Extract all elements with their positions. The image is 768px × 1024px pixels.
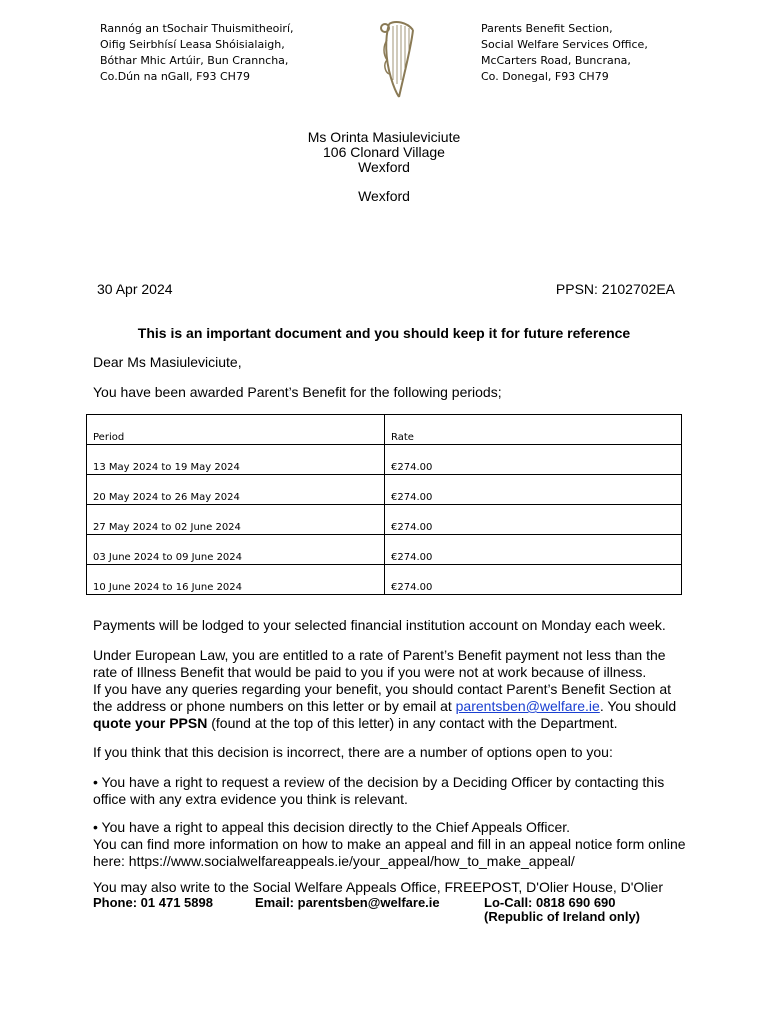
recipient-name: Ms Orinta Masiuleviciute	[307, 129, 461, 145]
write-text: You may also write to the Social Welfare Appeals Office, FREEPOST, D'Olier House, D'Olier	[93, 879, 663, 895]
payments-text: Payments will be lodged to your selected financial institution account on Monday each week.	[93, 617, 666, 633]
periods-table	[86, 414, 682, 595]
period-cell: 27 May 2024 to 02 June 2024	[87, 505, 385, 535]
irish-address-line: Rannóg an tSochair Thuismitheoirí,	[100, 22, 294, 35]
period-cell: 20 May 2024 to 26 May 2024	[87, 475, 385, 505]
incorrect-text: If you think that this decision is incorrect, there are a number of options open to you:	[93, 744, 613, 760]
english-address-line: McCarters Road, Buncrana,	[481, 54, 631, 67]
table-row	[87, 565, 682, 595]
queries-post: (found at the top of this letter) in any contact with the Department.	[207, 715, 618, 731]
irish-address-line: Bóthar Mhic Artúir, Bun Cranncha,	[100, 54, 289, 67]
period-cell: 13 May 2024 to 19 May 2024	[87, 445, 385, 475]
english-address-line: Social Welfare Services Office,	[481, 38, 648, 51]
appeal-bullet	[93, 819, 693, 870]
english-address-line: Co. Donegal, F93 CH79	[481, 70, 609, 83]
table-row	[87, 505, 682, 535]
period-cell: 03 June 2024 to 09 June 2024	[87, 535, 385, 565]
table-row	[87, 535, 682, 565]
queries-pre: If you have any queries regarding your benefit, you should contact Parent’s Benefit Section at the address or phone numbers on this letter or by email at	[93, 681, 671, 714]
queries-mid: . You should	[599, 698, 677, 714]
footer-locall-note: (Republic of Ireland only)	[484, 909, 641, 924]
footer-phone: Phone: 01 471 5898	[93, 895, 213, 910]
recipient-line: 106 Clonard Village	[323, 144, 445, 160]
recipient-line: Wexford	[358, 188, 410, 204]
awarded-text: You have been awarded Parent’s Benefit for the following periods;	[93, 384, 502, 400]
rate-cell: €274.00	[385, 565, 682, 595]
irish-address	[100, 21, 294, 85]
rate-cell: €274.00	[385, 505, 682, 535]
quote-ppsn: quote your PPSN	[93, 715, 208, 731]
letter-date: 30 Apr 2024	[97, 281, 173, 297]
email-link[interactable]: parentsben@welfare.ie	[455, 698, 600, 714]
rate-cell: €274.00	[385, 475, 682, 505]
rate-cell: €274.00	[385, 445, 682, 475]
english-address	[481, 21, 648, 85]
table-header-row	[87, 415, 682, 445]
appeal-info-line: You can find more information on how to make an appeal and fill in an appeal notice form online here: https://www.socialwelfareappeals.ie/your_appeal/how_to_make_appeal/	[93, 836, 686, 869]
important-notice: This is an important document and you should keep it for future reference	[137, 325, 631, 341]
appeal-bullet-line: • You have a right to appeal this decision directly to the Chief Appeals Officer.	[93, 819, 571, 835]
recipient-line: Wexford	[358, 159, 410, 175]
harp-icon	[377, 18, 419, 100]
recipient-address	[0, 130, 768, 204]
period-cell: 10 June 2024 to 16 June 2024	[87, 565, 385, 595]
eu-law-sentence: Under European Law, you are entitled to a rate of Parent’s Benefit payment not less than the rate of Illness Benefit that would be paid to you if you were not at work because of illness.	[93, 647, 666, 680]
review-bullet: • You have a right to request a review of the decision by a Deciding Officer by contacting this office with any extra evidence you think is relevant.	[93, 774, 665, 807]
ppsn: PPSN: 2102702EA	[555, 281, 675, 297]
salutation: Dear Ms Masiuleviciute,	[93, 354, 242, 370]
irish-address-line: Oifig Seirbhísí Leasa Shóisialaigh,	[100, 38, 285, 51]
column-header-period: Period	[87, 415, 385, 445]
eu-law-text	[93, 647, 693, 732]
table-row	[87, 475, 682, 505]
footer-email: Email: parentsben@welfare.ie	[255, 895, 440, 910]
table-row	[87, 445, 682, 475]
footer-locall: Lo-Call: 0818 690 690	[484, 895, 616, 910]
rate-cell: €274.00	[385, 535, 682, 565]
english-address-line: Parents Benefit Section,	[481, 22, 613, 35]
irish-address-line: Co.Dún na nGall, F93 CH79	[100, 70, 250, 83]
column-header-rate: Rate	[385, 415, 682, 445]
